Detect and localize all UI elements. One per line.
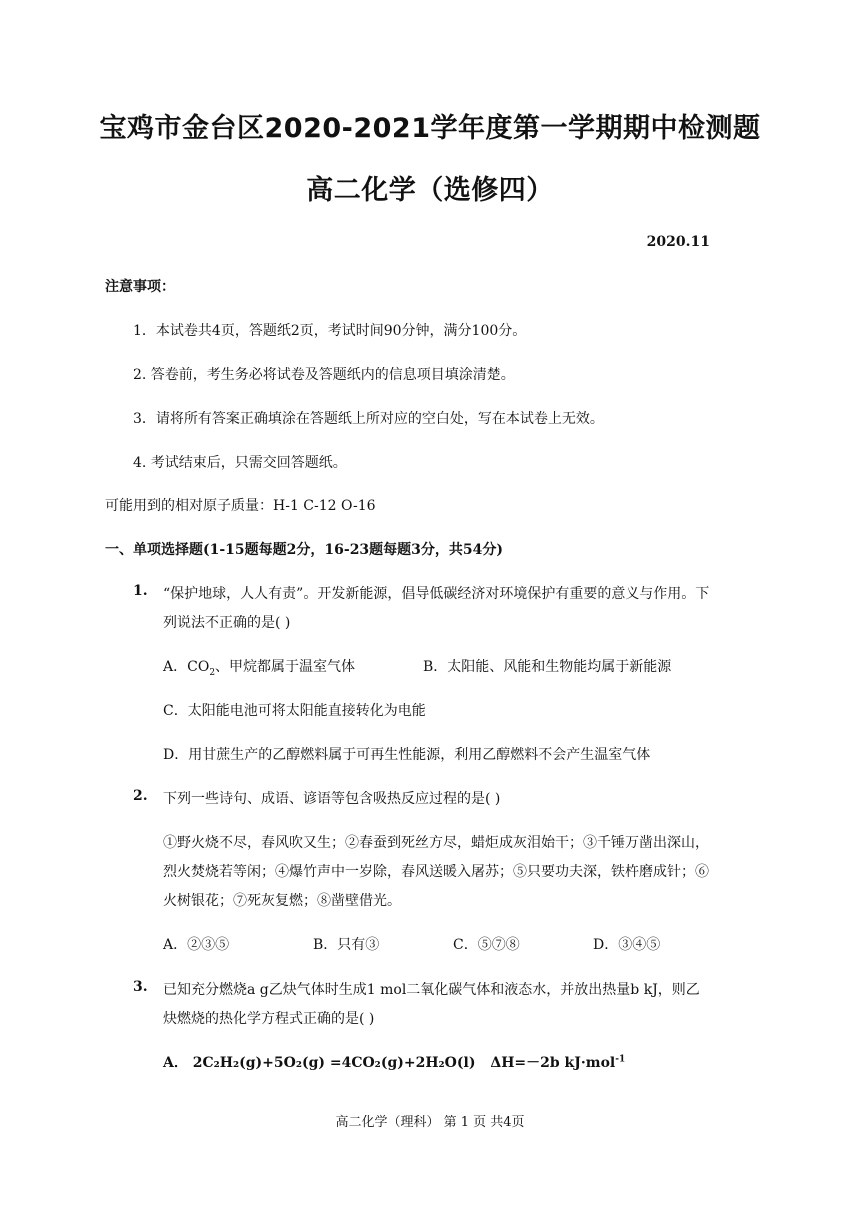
section-heading: 一、单项选择题(1-15题每题2分，16-23题每题3分，共54分) bbox=[105, 542, 504, 558]
notice-item: 4. 考试结束后，只需交回答题纸。 bbox=[133, 455, 347, 471]
option-a bbox=[163, 656, 355, 678]
option-b: B．只有③ bbox=[313, 937, 380, 953]
chemical-equation: 2C₂H₂(g)+5O₂(g) =4CO₂(g)+2H₂O(l) bbox=[192, 1055, 476, 1071]
option-a-text: 、甲烷都属于温室气体 bbox=[215, 659, 356, 675]
page-footer: 高二化学（理科） 第 1 页 共4页 bbox=[335, 1115, 525, 1130]
question-number: 1. bbox=[133, 583, 148, 599]
question-stem: 已知充分燃烧a g乙炔气体时生成1 mol二氧化碳气体和液态水，并放出热量b kJ，则乙 bbox=[163, 982, 700, 998]
superscript: -1 bbox=[615, 1054, 626, 1065]
exam-title: 宝鸡市金台区2020-2021学年度第一学期期中检测题 bbox=[99, 113, 761, 144]
question-stem: 下列一些诗句、成语、谚语等包含吸热反应过程的是( ) bbox=[163, 791, 501, 807]
notice-item: 2. 答卷前，考生务必将试卷及答题纸内的信息项目填涂清楚。 bbox=[133, 367, 515, 383]
exam-date: 2020.11 bbox=[646, 234, 710, 250]
notice-item: 3．请将所有答案正确填涂在答题纸上所对应的空白处，写在本试卷上无效。 bbox=[133, 411, 604, 427]
question-passage: 烈火焚烧若等闲；④爆竹声中一岁除，春风送暖入屠苏；⑤只要功夫深，铁杵磨成针；⑥ bbox=[163, 864, 709, 880]
enthalpy-change: ΔH=－2b kJ·mol bbox=[490, 1055, 616, 1071]
question-stem: 列说法不正确的是( ) bbox=[163, 615, 291, 631]
notice-heading: 注意事项： bbox=[105, 279, 175, 295]
option-a-text: A．CO bbox=[163, 659, 210, 675]
question-number: 3. bbox=[133, 979, 148, 995]
option-c: C．太阳能电池可将太阳能直接转化为电能 bbox=[163, 703, 426, 719]
option-d: D．③④⑤ bbox=[593, 937, 661, 953]
option-a: A．②③⑤ bbox=[163, 937, 230, 953]
option-d: D．用甘蔗生产的乙醇燃料属于可再生性能源，利用乙醇燃料不会产生温室气体 bbox=[163, 747, 651, 763]
option-a bbox=[163, 1052, 625, 1072]
question-passage: ①野火烧不尽，春风吹又生；②春蚕到死丝方尽，蜡炬成灰泪始干；③千锤万凿出深山， bbox=[163, 835, 709, 851]
question-stem: “保护地球，人人有责”。开发新能源，倡导低碳经济对环境保护有重要的意义与作用。下 bbox=[163, 586, 710, 602]
question-passage: 火树银花；⑦死灰复燃；⑧凿壁借光。 bbox=[163, 893, 401, 909]
option-label: A． bbox=[163, 1055, 188, 1071]
option-b: B．太阳能、风能和生物能均属于新能源 bbox=[423, 659, 672, 675]
option-c: C．⑤⑦⑧ bbox=[453, 937, 520, 953]
subscript: 2 bbox=[209, 667, 216, 678]
atomic-masses: 可能用到的相对原子质量：H-1 C-12 O-16 bbox=[105, 498, 376, 514]
notice-item: 1．本试卷共4页，答题纸2页，考试时间90分钟，满分100分。 bbox=[133, 323, 527, 339]
question-stem: 炔燃烧的热化学方程式正确的是( ) bbox=[163, 1011, 375, 1027]
question-number: 2. bbox=[133, 788, 148, 804]
exam-subtitle: 高二化学（选修四） bbox=[306, 175, 554, 206]
